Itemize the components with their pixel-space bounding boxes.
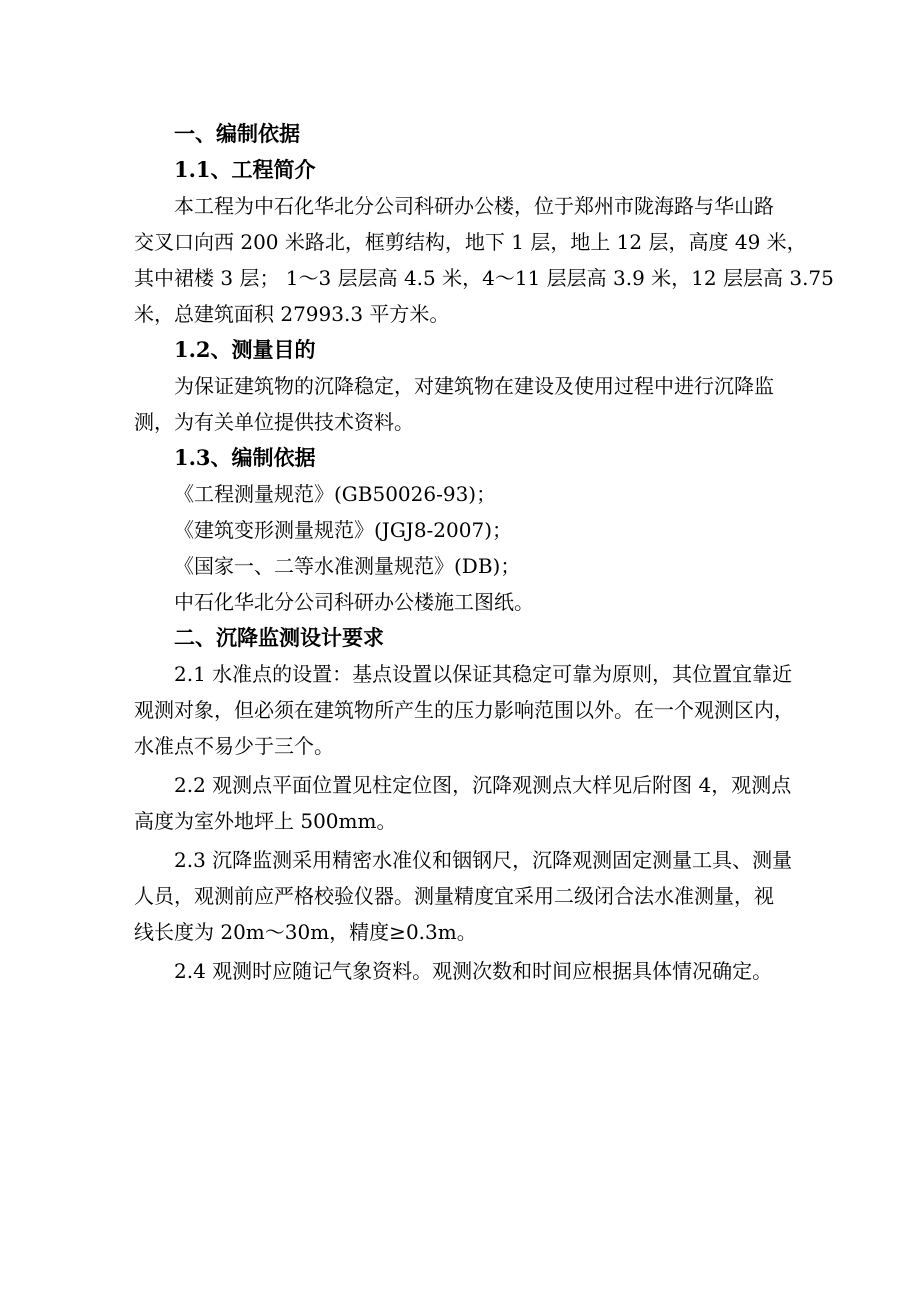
paragraph-2-1: [134, 656, 834, 764]
list-item: 《国家一、二等水准测量规范》(DB)；: [174, 554, 521, 578]
list-standards: [134, 476, 834, 620]
text-line: 为保证建筑物的沉降稳定，对建筑物在建设及使用过程中进行沉降监: [174, 374, 774, 398]
text-line: 高度为室外地坪上 500mm。: [134, 809, 397, 833]
paragraph-project-overview: [134, 188, 834, 332]
text-line: 2.4 观测时应随记气象资料。观测次数和时间应根据具体情况确定。: [174, 959, 773, 983]
text-line: 本工程为中石化华北分公司科研办公楼，位于郑州市陇海路与华山路: [174, 194, 774, 218]
list-item: 中石化华北分公司科研办公楼施工图纸。: [174, 590, 534, 614]
text-line: 交叉口向西 200 米路北，框剪结构，地下 1 层，地上 12 层，高度 49 米，: [134, 230, 807, 254]
list-item: 《工程测量规范》(GB50026-93)；: [174, 482, 497, 506]
text-line: 水准点不易少于三个。: [134, 734, 334, 758]
text-line: 观测对象，但必须在建筑物所产生的压力影响范围以外。在一个观测区内，: [134, 698, 794, 722]
list-item: 《建筑变形测量规范》(JGJ8-2007)；: [174, 518, 512, 542]
heading-project-overview: 1.1、工程简介: [174, 157, 316, 182]
paragraph-2-3: [134, 842, 834, 950]
heading-survey-purpose: 1.2、测量目的: [174, 337, 316, 362]
paragraph-survey-purpose: [134, 368, 834, 440]
heading-settlement-requirements: 二、沉降监测设计要求: [174, 625, 384, 650]
text-line: 2.3 沉降监测采用精密水准仪和铟钢尺，沉降观测固定测量工具、测量: [174, 848, 793, 872]
text-line: 2.2 观测点平面位置见柱定位图，沉降观测点大样见后附图 4，观测点: [174, 773, 792, 797]
text-line: 米，总建筑面积 27993.3 平方米。: [134, 302, 450, 326]
paragraph-2-4: [134, 953, 834, 989]
document-body: [134, 116, 834, 989]
heading-standards: 1.3、编制依据: [174, 445, 316, 470]
text-line: 人员，观测前应严格校验仪器。测量精度宜采用二级闭合法水准测量，视: [134, 884, 774, 908]
text-line: 其中裙楼 3 层； 1～3 层层高 4.5 米，4～11 层层高 3.9 米，12 层层高 3.75: [134, 266, 834, 290]
paragraph-2-2: [134, 767, 834, 839]
text-line: 线长度为 20m～30m，精度≥0.3m。: [134, 920, 477, 944]
text-line: 2.1 水准点的设置：基点设置以保证其稳定可靠为原则，其位置宜靠近: [174, 662, 793, 686]
heading-compilation-basis: 一、编制依据: [174, 121, 300, 146]
text-line: 测，为有关单位提供技术资料。: [134, 410, 414, 434]
